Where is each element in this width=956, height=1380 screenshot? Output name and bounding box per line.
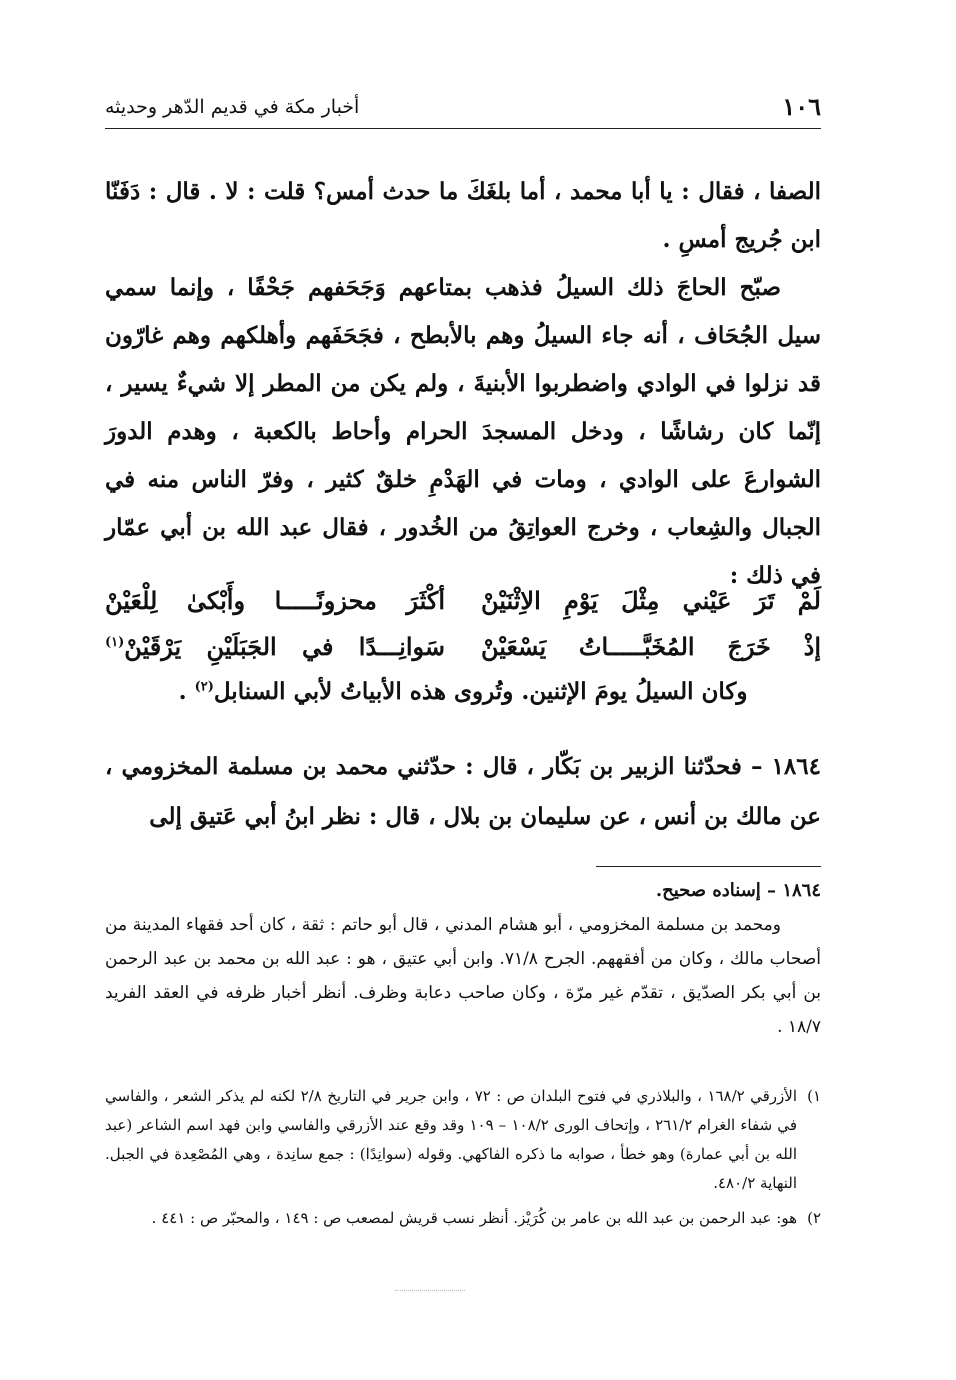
footnote-1 bbox=[105, 1082, 821, 1198]
report-1864 bbox=[105, 742, 821, 842]
running-header bbox=[105, 92, 821, 129]
commentary bbox=[105, 874, 821, 1044]
verse-1 bbox=[105, 586, 821, 632]
commentary-body: ومحمد بن مسلمة المخزومي ، أبو هشام المدني ، قال أبو حاتم : ثقة ، كان أحد فقهاء المدينة من أصحاب مالك ، وكان من أفقههم. الجرح ٧١/٨. وابن أبي عتيق ، هو : عبد الله بن محمد بن عبد الرحمن بن أبي بكر الصدّيق ، تقدّم غير مرّة ، وكان صاحب دعابة وظرف. أنظر أخبار ظرفه في العقد الفريد ١٨/٧ . bbox=[105, 915, 821, 1037]
footnote-ref-1[interactable]: (١) bbox=[105, 635, 125, 650]
footnote-divider bbox=[596, 866, 821, 867]
paragraph-1: الصفا ، فقال : يا أبا محمد ، أما بلغَكَ ما حدث أمس؟ قلت : لا . قال : دَفَنّا ابن جُريج أمسِ . bbox=[105, 178, 821, 253]
faint-scan-mark bbox=[395, 1290, 465, 1291]
verse-2-first-hemistich: إذْ خَرَجَ المُخَبَّـــــاتُ يَسْعَيْنْ bbox=[481, 632, 821, 661]
paragraph-2: صبّح الحاجَ ذلك السيلُ فذهب بمتاعهم وَجَحَفهم جَحْفًا ، وإنما سمي سيل الجُحَاف ، أنه جاء السيلُ وهم بالأبطح ، فجَحَفَهم وأهلكهم وهم غارّون قد نزلوا في الوادي واضطربوا الأبنيةَ ، ولم يكن من المطر إلا شيءٌ يسير ، إنّما كان رشاشًا ، ودخل المسجدَ الحرام وأحاط بالكعبة ، وهدم الدورَ الشوارعَ على الوادي ، ومات في الهَدْمِ خلقٌ كثير ، وفرّ الناس منه في الجبال والشِعاب ، وخرج العواتِقُ من الخُدور ، فقال عبد الله بن أبي عمّار في ذلك : bbox=[105, 274, 821, 589]
footnote-1-text: الأزرقي ١٦٨/٢ ، والبلاذري في فتوح البلدان ص : ٧٢ ، وابن جرير في التاريخ ٢/٨ لكنه لم يذكر الشعر ، والفاسي في شفاء الغرام ٢٦١/٢ ، وإتحاف الورى ١٠٨/٢ – ١٠٩ وقد وقع عند الأزرقي والفاسي وابن فهد اسم الشاعر (عبد الله بن أبي عمارة) وهو خطأ ، صوابه ما ذكره الفاكهي. وقوله (سوانِدًا) : جمع سانِدة ، وهي المُصْعِدة في الجبل. النهاية ٤٨٠/٢. bbox=[105, 1087, 798, 1192]
verse-2-second-text: سَوانِـــدًا في الجَبَلَيْنِ يَرْقَيْنْ bbox=[124, 632, 445, 661]
footnotes bbox=[105, 1082, 821, 1239]
poem bbox=[105, 586, 821, 678]
after-poem-line bbox=[105, 678, 821, 705]
verse-1-second-hemistich: أكْثَرَ محزونًـــــا وأَبْكىٰ لِلْعَيْنْ bbox=[105, 586, 445, 615]
verse-2-second-hemistich bbox=[105, 632, 445, 661]
commentary-head: ١٨٦٤ – إسناده صحيح. bbox=[655, 880, 821, 901]
page-number: ١٠٦ bbox=[782, 92, 821, 121]
running-title: أخبار مكة في قديم الدّهر وحديثه bbox=[105, 96, 360, 118]
after-poem-text: وكان السيلُ يومَ الإثنين. وتُروى هذه الأبياتُ لأبي السنابل bbox=[213, 678, 748, 705]
footnote-2-number: ٢) bbox=[807, 1209, 821, 1227]
footnote-ref-2[interactable]: (٢) bbox=[194, 679, 214, 695]
report-text: ١٨٦٤ – فحدّثنا الزبير بن بَكّار ، قال : حدّثني محمد بن مسلمة المخزومي ، عن مالك بن أنس ، عن سليمان بن بلال ، قال : نظر ابنُ أبي عَتيق إلى bbox=[105, 753, 821, 830]
footnote-2 bbox=[105, 1204, 821, 1233]
after-poem-end: . bbox=[178, 678, 195, 705]
verse-2 bbox=[105, 632, 821, 678]
footnote-2-text: هو: عبد الرحمن بن عبد الله بن عامر بن كُرَيْز. أنظر نسب قريش لمصعب ص : ١٤٩ ، والمحبّر ص : ٤٤١ . bbox=[151, 1209, 797, 1227]
verse-1-first-hemistich: لَمْ تَرَ عَيْني مِثْلَ يَوْمِ الاِثْنَيْنْ bbox=[481, 586, 821, 615]
main-text bbox=[105, 168, 821, 600]
footnote-1-number: ١) bbox=[807, 1087, 821, 1105]
